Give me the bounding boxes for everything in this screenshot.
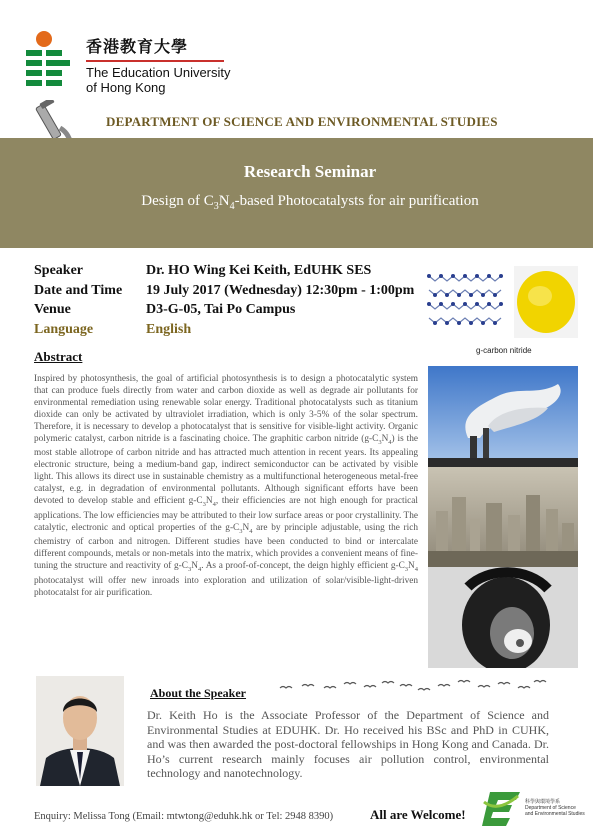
date-value: 19 July 2017 (Wednesday) 12:30pm - 1:00pm [146, 283, 415, 298]
university-name [86, 34, 231, 95]
city-smog-photo [428, 467, 578, 567]
speaker-label: Speaker [34, 263, 83, 278]
department-logo-text [525, 799, 587, 817]
abstract-sub: 4 [212, 500, 216, 508]
seminar-title: Research Seminar [243, 162, 377, 181]
figure-caption: g-carbon nitride [476, 346, 532, 355]
seminar-topic [0, 193, 593, 212]
venue-value: D3-G-05, Tai Po Campus [146, 302, 296, 317]
topic-sub-2: 4 [229, 201, 235, 212]
abstract-text: N [205, 495, 213, 506]
topic-text-2: N [218, 193, 230, 209]
speaker-value: Dr. HO Wing Kei Keith, EdUHK SES [146, 263, 372, 278]
language-value: English [146, 322, 192, 337]
topic-sub-1: 3 [213, 201, 219, 212]
abstract-sub: 4 [388, 438, 392, 446]
factory-smoke-photo [428, 366, 578, 467]
speaker-portrait-photo [36, 676, 124, 786]
abstract-sub: 3 [239, 527, 243, 535]
date-label: Date and Time [34, 283, 123, 298]
abstract-heading: Abstract [34, 349, 83, 364]
face-mask-photo [428, 567, 578, 668]
abstract-sub: 3 [404, 566, 409, 574]
about-speaker-text: Dr. Keith Ho is the Associate Professor of the Department of Science and Environmental Studies at EDUHK. Dr. Ho received his BSc and PhD in CUHK, and was then awarded the post-doctoral fellowships in Hong Kong and Canada. Dr. Ho’s current research mainly focuses air pollution control, environmental technology and nanotechnology. [147, 708, 549, 781]
abstract-text-1: Inspired by photosynthesis, the goal of artificial photosynthesis is to design a photocatalytic system that can produce fuels directly from water and carbon dioxide as well as degrade air pollutants for environmental remediation using renewable solar energy. Traditional photocatalysts such as titanium dioxide can only be activated by ultraviolet irradiation, which is only 3-5% of the solar spectrum. Therefore, it is necessary to develop a photocatalyst that is sensitive for visible-light activity. Organic polymeric catalyst, carbon nitride is a fascinating choice. The graphitic carbon nitride (g-C [34, 374, 418, 444]
university-name-chinese: 香港教育大學 [86, 37, 189, 56]
abstract-text-5: . As a proof-of-concept, the deign highly efficient g-C [201, 561, 405, 572]
abstract-sub: 4 [414, 566, 419, 574]
abstract-text: N [242, 522, 250, 533]
carbon-nitride-powder-image [514, 266, 578, 338]
abstract-text: N [191, 561, 198, 572]
dept-logo-english-2: and Environmental Studies [525, 811, 585, 817]
abstract-sub: 4 [249, 527, 253, 535]
topic-text-3: -based Photocatalysts for air purification [234, 193, 479, 209]
abstract-sub: 3 [187, 566, 192, 574]
abstract-sub: 4 [197, 566, 202, 574]
university-name-english-1: The Education University [86, 65, 231, 80]
carbon-nitride-structure-image [425, 266, 511, 338]
abstract-text-2: ) is the most stable allotrope of carbon nitride and has attracted much attention in recent years. Its appealing electronic structure, being a medium-band gap, indirect semiconductor can be activated by visible light. This allows its direct use in sustainable chemistry as a multifunctional heterogeneous metal-free catalyst, e.g. in degradation of environmental pollutants. Although significant efforts have been devoted to develop stable and efficient g-C [34, 433, 418, 506]
abstract-text-6: photocatalyst will offer new inroads into exploration and utilization of solar/visible-light-driven photocatalst for air purification. [34, 575, 418, 598]
enquiry-contact: Enquiry: Melissa Tong (Email: mtwtong@eduhk.hk or Tel: 2948 8390) [34, 811, 334, 822]
department-title: DEPARTMENT OF SCIENCE AND ENVIRONMENTAL STUDIES [106, 114, 498, 129]
abstract-body [34, 374, 418, 600]
about-speaker-heading: About the Speaker [150, 686, 247, 700]
university-logo [26, 30, 80, 90]
language-label: Language [34, 322, 94, 337]
abstract-text: N [408, 561, 415, 572]
welcome-text: All are Welcome! [370, 807, 466, 822]
abstract-text: N [381, 433, 389, 444]
university-name-english-2: of Hong Kong [86, 80, 166, 95]
logo-rule [86, 60, 224, 62]
dept-logo-chinese: 科學與環境學系 [525, 799, 561, 805]
department-logo [480, 788, 522, 828]
abstract-text-3: , their efficiencies are not high enough for practical applications. The low efficiencies may be attributed to their low surface areas or poor crystallinity. The catalytic, electronic and optical properties of the g-C [34, 495, 419, 533]
abstract-sub: 3 [202, 500, 206, 508]
abstract-text-4: are by principle adjustable, using the rich chemistry of carbon and nitrogen. Different studies have been conducted to bind or intercalate different compounds, metals or non-metals into the matrix, which provides a convenient means of fine-tuning the structure and reactivity of g-C [34, 522, 419, 572]
topic-text-1: Design of C [141, 193, 214, 209]
venue-label: Venue [34, 302, 71, 317]
dept-logo-english-1: Department of Science [525, 805, 576, 811]
abstract-sub: 3 [378, 438, 382, 446]
birds-decoration [278, 674, 548, 696]
